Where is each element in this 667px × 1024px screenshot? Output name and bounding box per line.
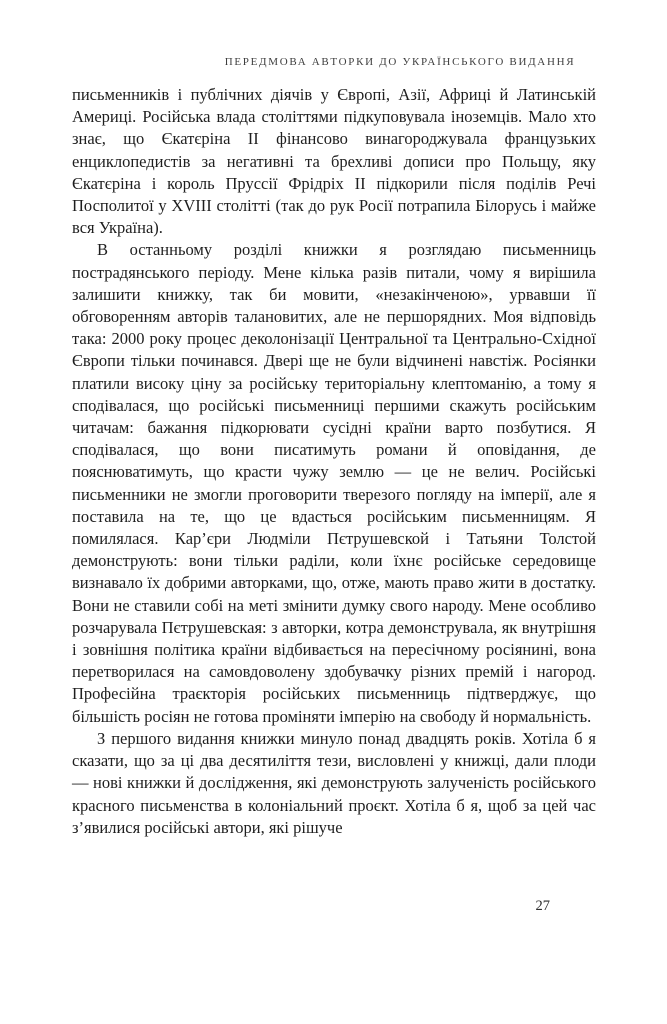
body-text — [72, 84, 596, 839]
running-header: ПЕРЕДМОВА АВТОРКИ ДО УКРАЇНСЬКОГО ВИДАННЯ — [224, 56, 576, 68]
paragraph-2: В останньому розділі книжки я розглядаю письменниць пострадянського періоду. Мене кілька разів питали, чому я вирішила залишити книжку, так би мовити, «незакінченою», урвавши її обговоренням авторів талановитих, але не першорядних. Моя відповідь така: 2000 року процес деколонізації Центральної та Центрально-Східної Європи тільки починався. Двері ще не були відчинені навстіж. Росіянки платили високу ціну за російську територіальну клептоманію, а тому я сподівалася, що російські письменниці першими скажуть російським читачам: бажання підкорювати сусідні країни варто позбутися. Я сподівалася, що вони писатимуть романи й оповідання, де пояснюватимуть, що красти чужу землю — це не велич. Російські письменники не змогли проговорити тверезого погляду на імперії, але я поставила на те, що це вдасться російським письменницям. Я помилялася. Кар’єри Людміли Пєтрушевской і Татьяни Толстой демонструють: вони тільки раділи, коли їхнє російське середовище визнавало їх добрими авторками, що, отже, мають право жити в достатку. Вони не ставили собі на меті змінити думку свого народу. Мене особливо розчарувала Пєтрушевская: з авторки, котра демонструвала, як внутрішня і зовнішня політика країни відбивається на пересічному росіянині, вона перетворилася на самовдоволену здобувачку різних премій і нагород. Професійна траєкторія російських письменниць підтверджує, що більшість росіян не готова проміняти імперію на свободу й нормальність. — [72, 240, 596, 726]
page-number: 27 — [535, 898, 550, 914]
paragraph-1: письменників і публічних діячів у Європі, Азії, Африці й Латинській Америці. Російська влада століттями підкуповувала іноземців. Мало хто знає, що Єкатєріна II фінансово винагороджувала французьких енциклопедистів за негативні та брехливі дописи про Польщу, яку Єкатєріна і король Пруссії Фрідріх II підкорили після поділів Речі Посполитої у XVIII столітті (так до рук Росії потрапила Білорусь і майже вся Україна). — [72, 85, 596, 238]
paragraph-3: З першого видання книжки минуло понад двадцять років. Хотіла б я сказати, що за ці два десятиліття тези, висловлені у книжці, дали плоди — нові книжки й дослідження, які демонструють залученість російського красного письменства в колоніальний проєкт. Хотіла б я, щоб за цей час з’явилися російські автори, які рішуче — [72, 728, 596, 837]
